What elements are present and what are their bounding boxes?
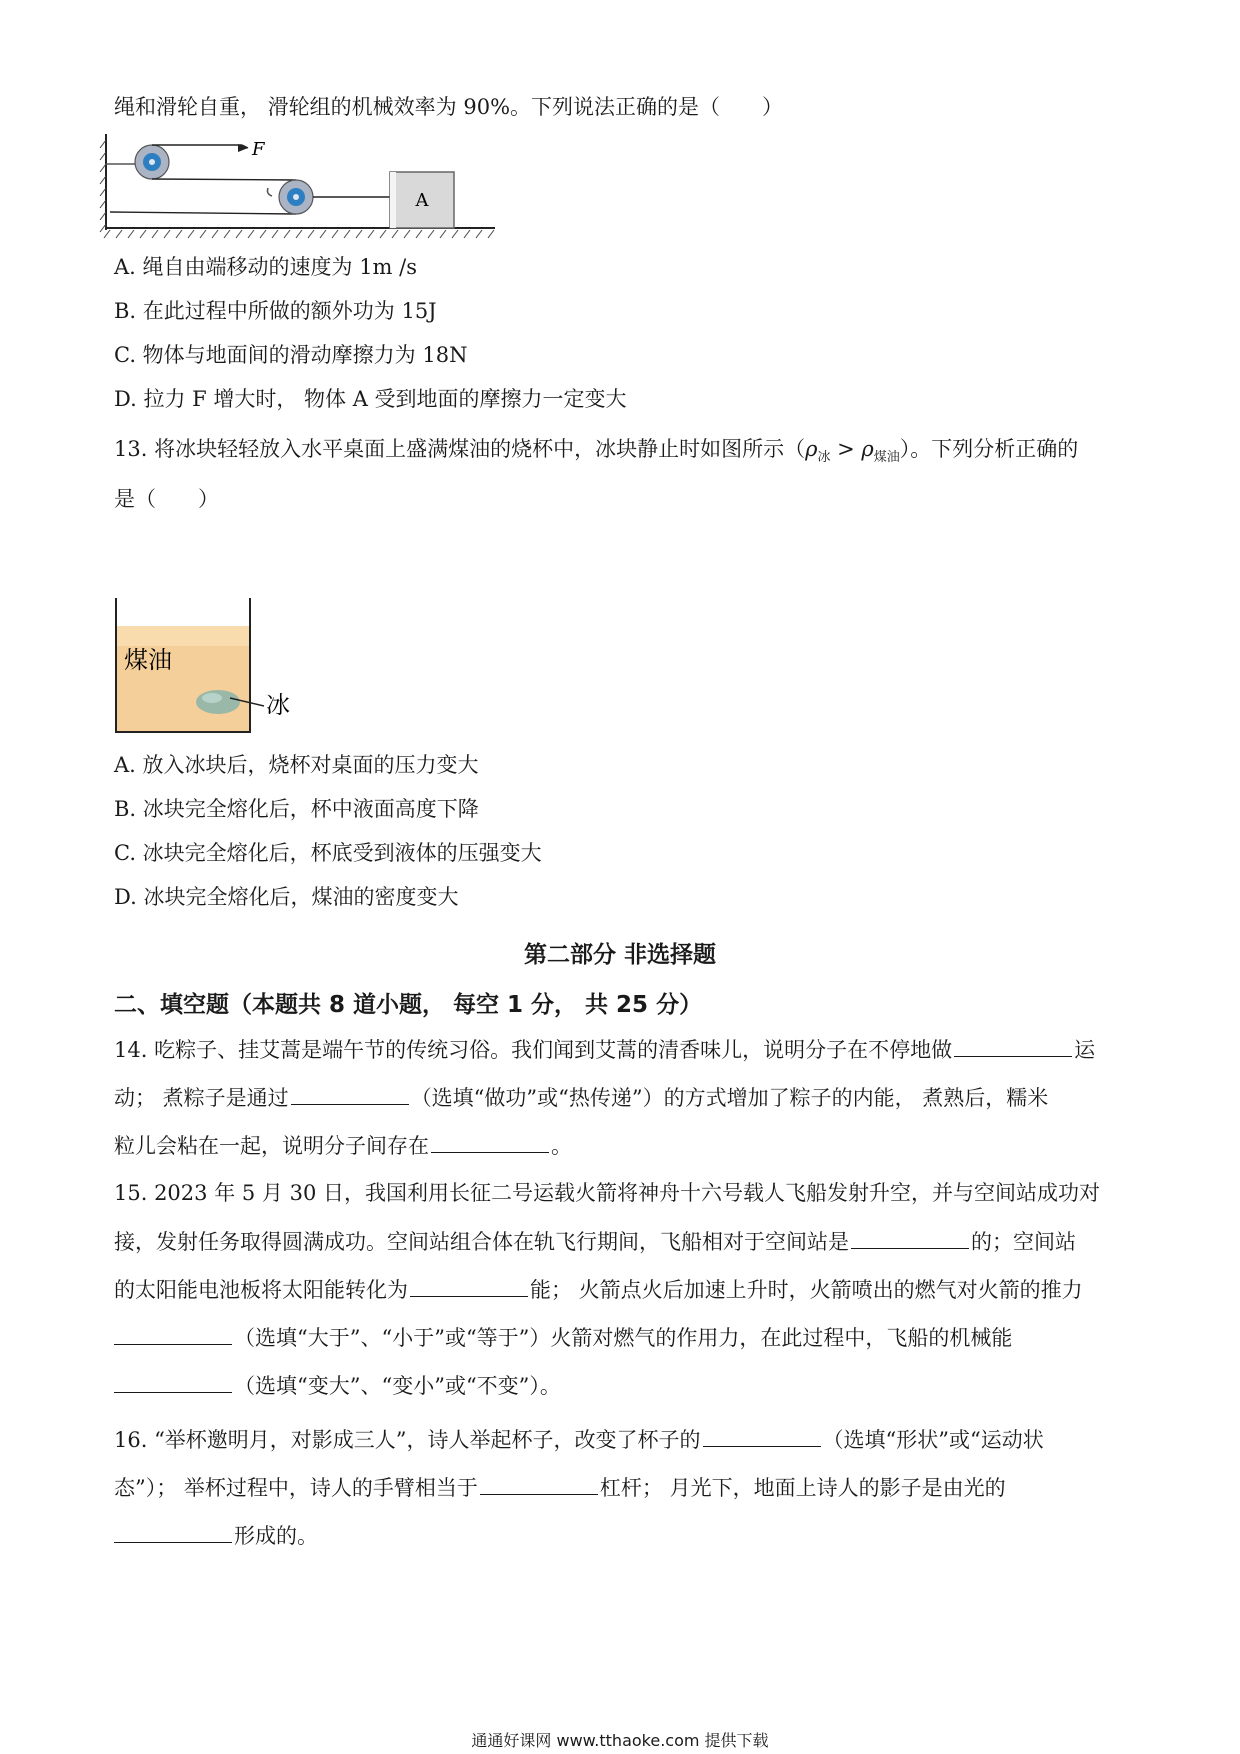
answer-blank[interactable] — [851, 1226, 969, 1249]
answer-blank[interactable] — [114, 1322, 232, 1345]
answer-blank[interactable] — [431, 1130, 549, 1153]
q12-option-d: D. 拉力 F 增大时， 物体 A 受到地面的摩擦力一定变大 — [114, 387, 627, 411]
q13-option-a: A. 放入冰块后，烧杯对桌面的压力变大 — [114, 753, 479, 777]
q13-option-b: B. 冰块完全熔化后，杯中液面高度下降 — [114, 797, 479, 821]
q13-stem-line1: 13. 将冰块轻轻放入水平桌面上盛满煤油的烧杯中，冰块静止时如图所示$(\rho_冰 > \rho_{煤油})$。下列分析正确的 — [114, 437, 1079, 465]
q16-line2: 态”）； 举杯过程中，诗人的手臂相当于 杠杆； 月光下，地面上诗人的影子是由光的 — [114, 1472, 1128, 1503]
q14-line2: 动； 煮粽子是通过 （选填“做功”或“热传递”）的方式增加了粽子的内能， 煮熟后，糯米 — [114, 1082, 1128, 1113]
q15-line4: （选填“大于”、“小于”或“等于”）火箭对燃气的作用力，在此过程中，飞船的机械能 — [114, 1322, 1128, 1353]
q15-line2: 接，发射任务取得圆满成功。空间站组合体在轨飞行期间，飞船相对于空间站是 的；空间站 — [114, 1226, 1128, 1257]
answer-blank[interactable] — [703, 1424, 821, 1447]
q15-line1: 15. 2023 年 5 月 30 日，我国利用长征二号运载火箭将神舟十六号载人飞船发射升空，并与空间站成功对 — [114, 1181, 1100, 1205]
block-label: A — [415, 190, 429, 211]
fill-in-heading: 二、填空题（本题共 8 道小题， 每空 1 分， 共 25 分） — [114, 992, 703, 1018]
q15-line3: 的太阳能电池板将太阳能转化为 能； 火箭点火后加速上升时，火箭喷出的燃气对火箭的推力 — [114, 1274, 1128, 1305]
kerosene-label: 煤油 — [124, 647, 172, 674]
force-label: F — [252, 139, 265, 160]
q14-line3: 粒儿会粘在一起，说明分子间存在 。 — [114, 1130, 1128, 1161]
part2-title: 第二部分 非选择题 — [523, 942, 716, 968]
q16-line3: 形成的。 — [114, 1520, 1128, 1551]
answer-blank[interactable] — [114, 1370, 232, 1393]
q12-stem-tail: 绳和滑轮自重， 滑轮组的机械效率为 90%。下列说法正确的是（ ） — [114, 95, 784, 119]
q13-option-d: D. 冰块完全熔化后，煤油的密度变大 — [114, 885, 459, 909]
ice-label: 冰 — [266, 692, 290, 719]
q14-line1: 14. 吃粽子、挂艾蒿是端午节的传统习俗。我们闻到艾蒿的清香味儿，说明分子在不停地做 运 — [114, 1034, 1128, 1065]
answer-blank[interactable] — [410, 1274, 528, 1297]
beaker-diagram — [114, 598, 314, 736]
q13-stem-line2: 是（ ） — [114, 487, 219, 511]
q15-line5: （选填“变大”、“变小”或“不变”）。 — [114, 1370, 1128, 1401]
answer-blank[interactable] — [480, 1472, 598, 1495]
pulley-diagram — [100, 134, 500, 242]
page-footer: 通通好课网 www.tthaoke.com 提供下载 — [471, 1731, 769, 1750]
q13-option-c: C. 冰块完全熔化后，杯底受到液体的压强变大 — [114, 841, 542, 865]
answer-blank[interactable] — [114, 1520, 232, 1543]
q16-line1: 16. “举杯邀明月，对影成三人”，诗人举起杯子，改变了杯子的 （选填“形状”或“运动状 — [114, 1424, 1128, 1455]
q12-option-c: C. 物体与地面间的滑动摩擦力为 18N — [114, 343, 468, 367]
answer-blank[interactable] — [954, 1034, 1072, 1057]
q12-option-b: B. 在此过程中所做的额外功为 15J — [114, 299, 437, 323]
q12-option-a: A. 绳自由端移动的速度为 1m /s — [114, 255, 417, 279]
answer-blank[interactable] — [291, 1082, 409, 1105]
